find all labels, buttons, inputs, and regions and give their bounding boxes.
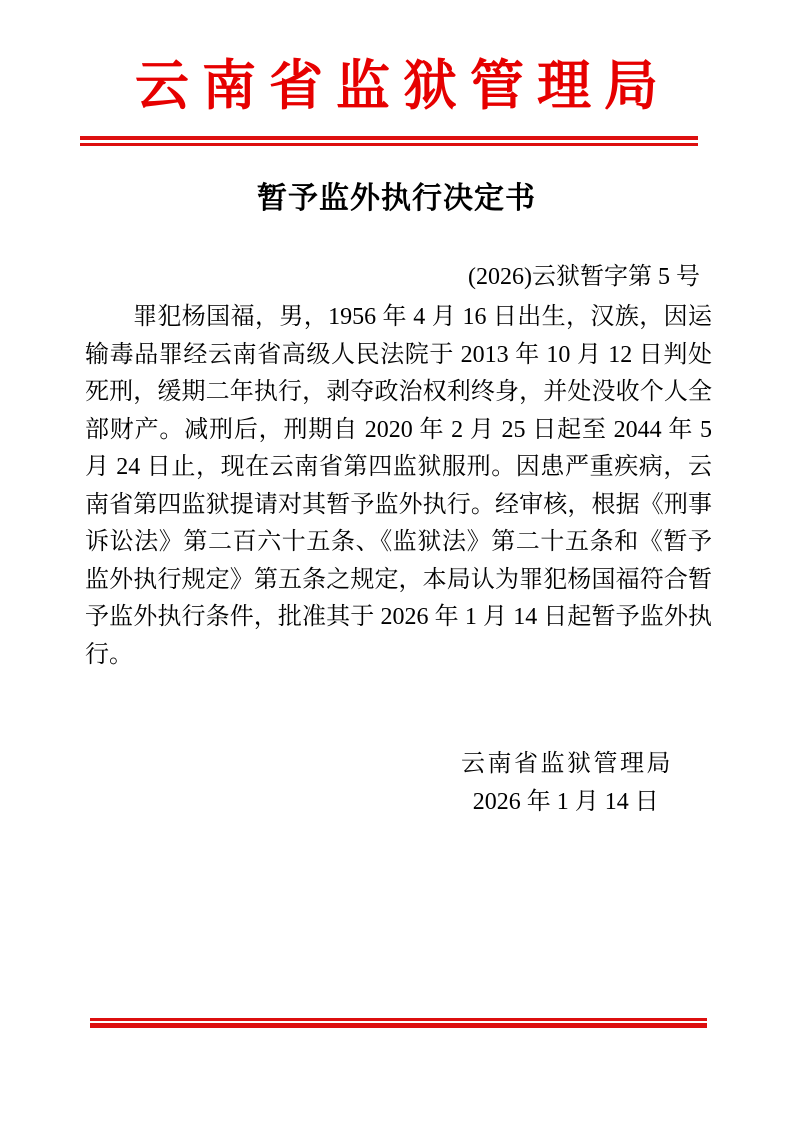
header-divider (80, 136, 698, 146)
signature-date: 2026 年 1 月 14 日 (472, 788, 659, 815)
footer-divider-thin-line (90, 1018, 707, 1021)
signature-org: 云南省监狱管理局 (461, 751, 673, 777)
footer-divider-thick-line (90, 1023, 707, 1028)
header-divider-thin-line (80, 143, 698, 146)
body-paragraph: 罪犯杨国福，男，1956 年 4 月 16 日出生，汉族，因运输毒品罪经云南省高级人民法院于 2013 年 10 月 12 日判处死刑，缓期二年执行，剥夺政治权利终身，并处没收个人全部财产。减刑后，刑期自 2020 年 2 月 25 日起至 2044 年 5 月 24 日止，现在云南省第四监狱服刑。因患严重疾病，云南省第四监狱提请对其暂予监外执行。经审核，根据《刑事诉讼法》第二百六十五条、《监狱法》第二十五条和《暂予监外执行规定》第五条之规定，本局认为罪犯杨国福符合暂予监外执行条件，批准其于 2026 年 1 月 14 日起暂予监外执行。 (85, 304, 712, 668)
letterhead-org-name: 云南省监狱管理局 (135, 56, 671, 116)
document-title: 暂予监外执行决定书 (257, 182, 536, 215)
document-number: (2026)云狱暂字第 5 号 (468, 264, 700, 290)
footer-divider (90, 1018, 707, 1028)
header-divider-thick-line (80, 136, 698, 140)
signature-block (459, 746, 674, 821)
